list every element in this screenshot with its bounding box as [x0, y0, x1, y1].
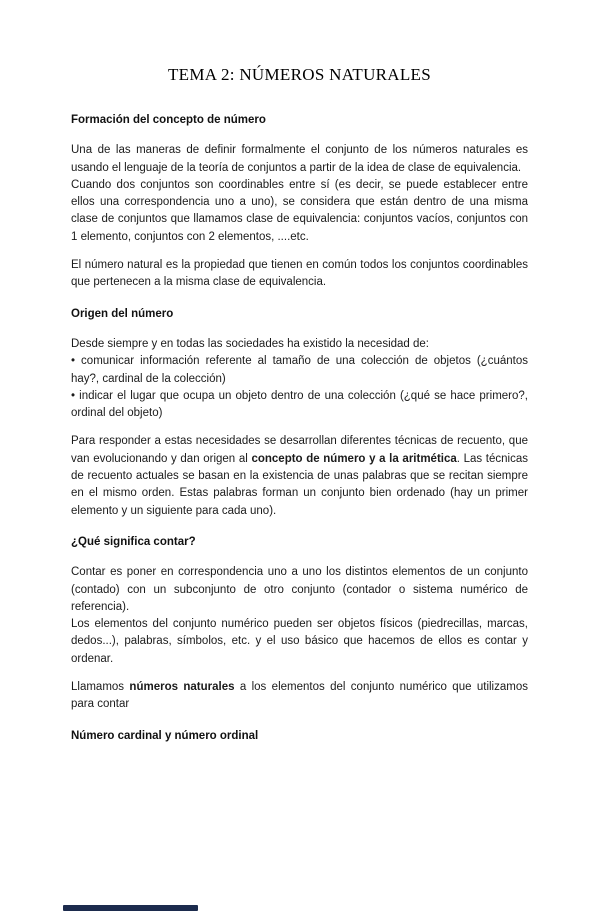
- bold-term-numeros-naturales: números naturales: [129, 681, 235, 694]
- paragraph-run: Para responder a estas necesidades se desarrollan diferentes técnicas de recuento, que van evolucionando y dan origen al: [71, 435, 528, 465]
- paragraph-conjuntos-coordinables: Cuando dos conjuntos son coordinables entre sí (es decir, se puede establecer entre ellos una correspondencia uno a uno), se considera que están dentro de una misma clase de conjuntos que llamamos clase de equivalencia: conjuntos vacíos, conjuntos con 1 elemento, conjuntos con 2 elementos, ....etc.: [71, 178, 528, 243]
- bold-term-concepto-numero-aritmetica: concepto de número y a la aritmética: [251, 452, 457, 465]
- paragraph-run: Llamamos: [71, 681, 130, 694]
- paragraph-elementos-conjunto-numerico: Los elementos del conjunto numérico pueden ser objetos físicos (piedrecillas, marcas, dedos...), palabras, símbolos, etc. y el uso básico que hacemos de ellos es contar y ordenar.: [71, 618, 528, 665]
- document-title: TEMA 2: NÚMEROS NATURALES: [168, 65, 431, 84]
- bottom-bar-decoration: [63, 905, 198, 911]
- paragraph-contar-correspondencia: Contar es poner en correspondencia uno a uno los distintos elementos de un conjunto (contado) con un subconjunto de otro conjunto (contador o sistema numérico de referencia).: [71, 566, 528, 613]
- section-heading-que-significa-contar: ¿Qué significa contar?: [71, 535, 196, 548]
- bullet-comunicar-informacion: • comunicar información referente al tamaño de una colección de objetos (¿cuántos hay?, cardinal de la colección): [71, 355, 528, 385]
- paragraph-numero-natural-propiedad: El número natural es la propiedad que tienen en común todos los conjuntos coordinables que pertenecen a la misma clase de equivalencia.: [71, 259, 528, 289]
- bullet-indicar-lugar: • indicar el lugar que ocupa un objeto dentro de una colección (¿qué se hace primero?, ordinal del objeto): [71, 389, 528, 420]
- paragraph-llamamos-numeros-naturales: [71, 679, 528, 714]
- paragraph-run: . Las técnicas de recuento actuales se basan en la existencia de unas palabras que se recitan siempre en el mismo orden. Estas palabras forman un conjunto bien ordenado (hay un primer elemento y un siguiente para cada uno).: [71, 452, 528, 517]
- paragraph-definicion-formal: Una de las maneras de definir formalmente el conjunto de los números naturales es usando el lenguaje de la teoría de conjuntos a partir de la idea de clase de equivalencia.: [71, 144, 528, 174]
- document-page: [0, 64, 600, 745]
- paragraph-necesidad-sociedades: Desde siempre y en todas las sociedades ha existido la necesidad de:: [71, 337, 429, 350]
- section-heading-formacion-concepto: Formación del concepto de número: [71, 114, 266, 126]
- paragraph-tecnicas-recuento: [71, 433, 528, 519]
- paragraph-run: a los elementos del conjunto numérico que utilizamos para contar: [71, 681, 528, 711]
- section-heading-origen-numero: Origen del número: [71, 307, 174, 320]
- section-heading-cardinal-ordinal: Número cardinal y número ordinal: [71, 729, 259, 742]
